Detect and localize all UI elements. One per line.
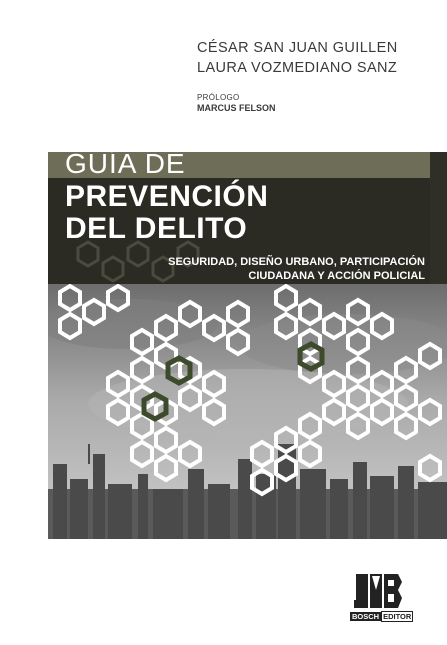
title-line-2: PREVENCIÓN <box>65 180 269 213</box>
title-main <box>65 181 268 245</box>
publisher-name-right: EDITOR <box>383 612 412 621</box>
prologue-label: PRÓLOGO <box>197 93 240 102</box>
right-edge-strip <box>430 152 447 284</box>
authors <box>197 38 398 78</box>
subtitle <box>168 255 425 283</box>
cover-photo <box>48 284 447 539</box>
author-1: CÉSAR SAN JUAN GUILLEN <box>197 40 398 56</box>
title-line-3: DEL DELITO <box>65 212 248 245</box>
subtitle-line-2: CIUDADANA Y ACCIÓN POLICIAL <box>248 270 425 282</box>
publisher-name <box>350 611 412 622</box>
prologue-author: MARCUS FELSON <box>197 103 276 113</box>
title-line-1: GUÍA DE <box>65 148 186 179</box>
prologue <box>197 93 276 113</box>
publisher-name-left: BOSCH <box>352 612 380 621</box>
subtitle-line-1: SEGURIDAD, DISEÑO URBANO, PARTICIPACIÓN <box>168 256 425 268</box>
author-2: LAURA VOZMEDIANO SANZ <box>197 60 398 76</box>
skyline-hexagon-image <box>48 284 447 539</box>
